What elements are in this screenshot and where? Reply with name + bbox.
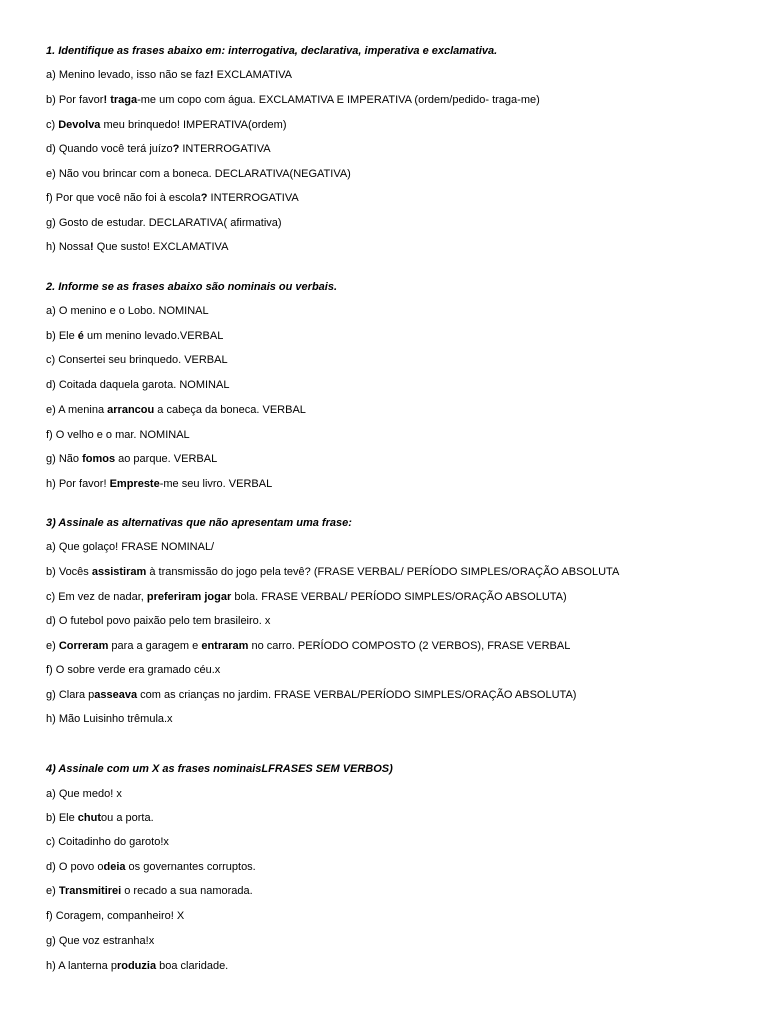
q4-item-g: g) Que voz estranha!x [46, 935, 155, 947]
q1-item-e: e) Não vou brincar com a boneca. DECLARATIVA(NEGATIVA) [46, 168, 351, 180]
q4-item-h: h) A lanterna produzia boa claridade. [46, 960, 229, 972]
q4-item-f: f) Coragem, companheiro! X [46, 910, 185, 922]
q1-item-g: g) Gosto de estudar. DECLARATIVA( afirmativa) [46, 217, 282, 229]
q2-item-c: c) Consertei seu brinquedo. VERBAL [46, 354, 228, 366]
question-3-title: 3) Assinale as alternativas que não apresentam uma frase: [46, 517, 352, 529]
q2-item-a: a) O menino e o Lobo. NOMINAL [46, 305, 209, 317]
q1-item-d: d) Quando você terá juízo? INTERROGATIVA [46, 143, 271, 155]
q3-item-b: b) Vocês assistiram à transmissão do jogo pela tevê? (FRASE VERBAL/ PERÍODO SIMPLES/ORAÇÃO ABSOLUTA [46, 566, 620, 578]
q3-item-e: e) Correram para a garagem e entraram no carro. PERÍODO COMPOSTO (2 VERBOS), FRASE VERBAL [46, 640, 571, 652]
q4-item-a: a) Que medo! x [46, 788, 122, 800]
q1-item-a: a) Menino levado, isso não se faz! EXCLAMATIVA [46, 69, 292, 81]
q2-item-b: b) Ele é um menino levado.VERBAL [46, 330, 224, 342]
q1-item-c: c) Devolva meu brinquedo! IMPERATIVA(ordem) [46, 119, 287, 131]
q2-item-f: f) O velho e o mar. NOMINAL [46, 429, 190, 441]
q4-item-b: b) Ele chutou a porta. [46, 812, 154, 824]
q1-item-h: h) Nossa! Que susto! EXCLAMATIVA [46, 241, 229, 253]
q3-item-c: c) Em vez de nadar, preferiram jogar bola. FRASE VERBAL/ PERÍODO SIMPLES/ORAÇÃO ABSOLUTA) [46, 591, 567, 603]
q3-item-h: h) Mão Luisinho trêmula.x [46, 713, 173, 725]
q3-item-g: g) Clara passeava com as crianças no jardim. FRASE VERBAL/PERÍODO SIMPLES/ORAÇÃO ABSOLUTA) [46, 689, 577, 701]
q3-item-a: a) Que golaço! FRASE NOMINAL/ [46, 541, 215, 553]
q2-item-e: e) A menina arrancou a cabeça da boneca. VERBAL [46, 404, 306, 416]
question-4-title: 4) Assinale com um X as frases nominaisLFRASES SEM VERBOS) [46, 763, 393, 775]
q2-item-h: h) Por favor! Empreste-me seu livro. VERBAL [46, 478, 273, 490]
q3-item-f: f) O sobre verde era gramado céu.x [46, 664, 221, 676]
q4-item-d: d) O povo odeia os governantes corruptos. [46, 861, 256, 873]
q2-item-d: d) Coitada daquela garota. NOMINAL [46, 379, 230, 391]
q1-item-f: f) Por que você não foi à escola? INTERROGATIVA [46, 192, 299, 204]
q1-item-b: b) Por favor! traga-me um copo com água. EXCLAMATIVA E IMPERATIVA (ordem/pedido- traga-me) [46, 94, 540, 106]
q3-item-d: d) O futebol povo paixão pelo tem brasileiro. x [46, 615, 271, 627]
q4-item-e: e) Transmitirei o recado a sua namorada. [46, 885, 253, 897]
q4-item-c: c) Coitadinho do garoto!x [46, 836, 169, 848]
question-1-title: 1. Identifique as frases abaixo em: interrogativa, declarativa, imperativa e exclamativa. [46, 45, 498, 57]
question-2-title: 2. Informe se as frases abaixo são nominais ou verbais. [46, 281, 338, 293]
q2-item-g: g) Não fomos ao parque. VERBAL [46, 453, 218, 465]
